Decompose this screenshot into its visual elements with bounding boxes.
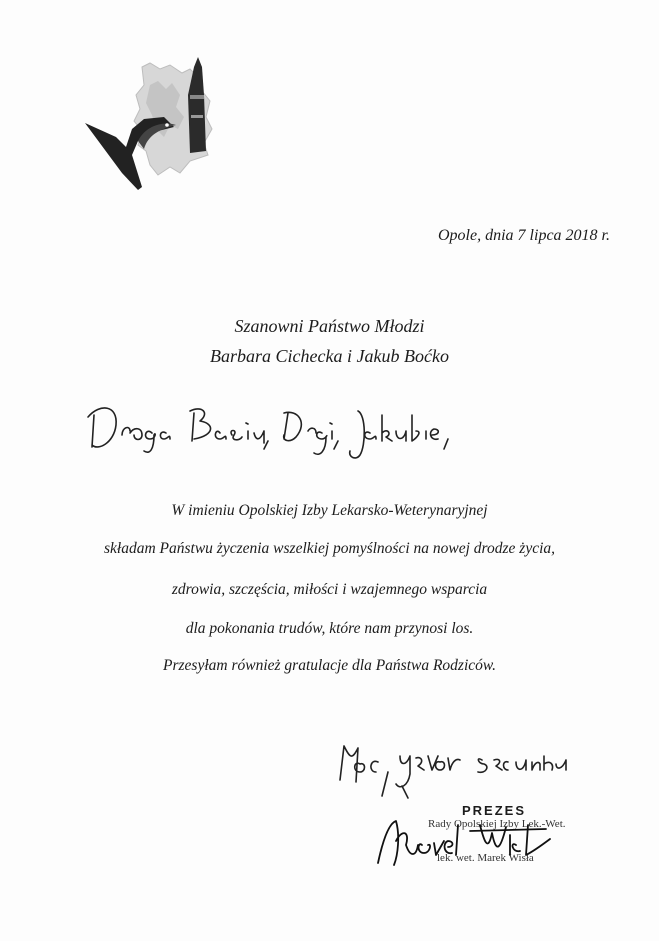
stamp-organization: Rady Opolskiej Izby Lek.-Wet. xyxy=(428,818,566,830)
addressee-line-1: Szanowni Państwo Młodzi xyxy=(234,316,425,336)
body-line: zdrowia, szczęścia, miłości i wzajemnego wsparcia xyxy=(171,581,488,598)
handwritten-closing xyxy=(330,730,600,800)
body-line: dla pokonania trudów, które nam przynosi los. xyxy=(185,620,474,637)
stamp-name: lek. wet. Marek Wisła xyxy=(437,852,534,864)
signature xyxy=(370,805,570,875)
chamber-logo xyxy=(80,55,230,195)
body-line: Przesyłam również gratulacje dla Państwa Rodziców. xyxy=(163,657,496,674)
body-line: składam Państwu życzenia wszelkiej pomyślności na nowej drodze życia, xyxy=(103,540,556,557)
letter-date: Opole, dnia 7 lipca 2018 r. xyxy=(438,227,610,244)
addressee-names: Barbara Cichecka i Jakub Boćko xyxy=(210,346,449,366)
body-line: W imieniu Opolskiej Izby Lekarsko-Weterynaryjnej xyxy=(171,502,488,519)
stamp-title: PREZES xyxy=(462,803,527,818)
handwritten-greeting xyxy=(70,395,490,475)
